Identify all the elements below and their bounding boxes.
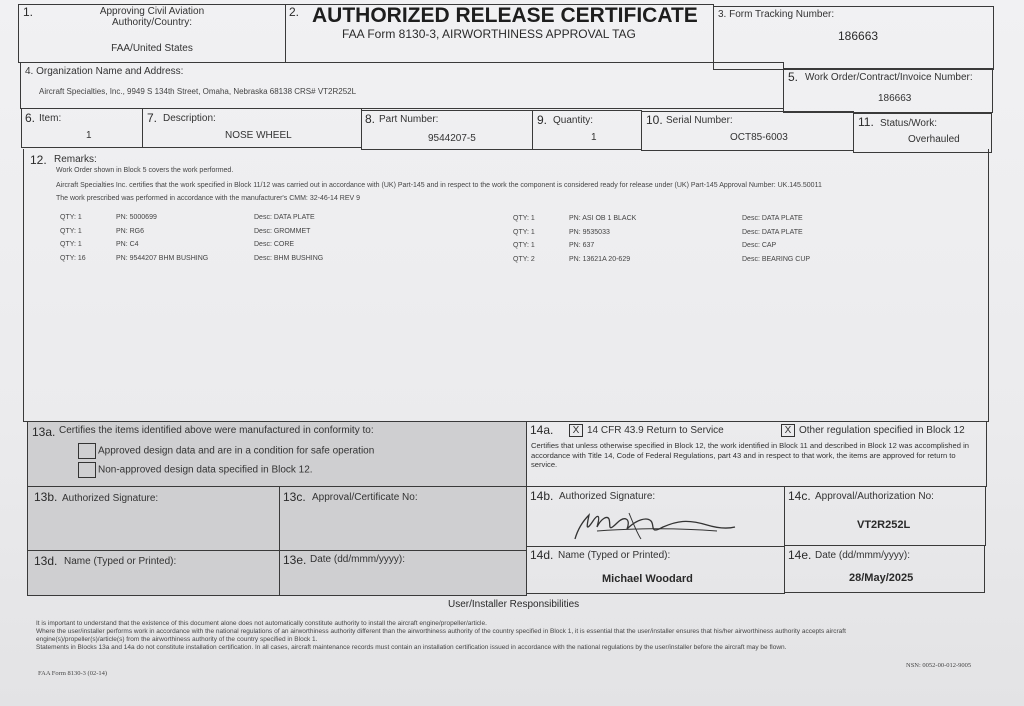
part-desc: Desc: CORE (254, 241, 295, 248)
block-13c-num: 13c. (283, 490, 306, 504)
block-13e-label: Date (dd/mmm/yyyy): (310, 554, 406, 565)
part-pn: PN: 5000699 (116, 214, 157, 221)
block-8 (361, 110, 533, 150)
block-12-label: Remarks: (54, 154, 97, 165)
part-pn: PN: 9535033 (569, 229, 610, 236)
block-13a-num: 13a. (32, 425, 56, 439)
block-14b-num: 14b. (530, 489, 554, 503)
block-1 (18, 4, 286, 63)
remarks-line-3: The work prescribed was performed in accordance with the manufacturer's CMM: 32-46-14 REV 9 (56, 195, 361, 202)
block-13c (279, 486, 527, 551)
part-qty: QTY: 1 (60, 241, 82, 248)
item-value: 1 (86, 130, 92, 141)
block-14e (784, 545, 985, 593)
part-desc: Desc: GROMMET (254, 228, 311, 235)
block-1-line2: Authority/Country: (111, 17, 193, 28)
block-9 (532, 110, 642, 150)
block-11 (853, 113, 992, 153)
non-approved-design-label: Non-approved design data specified in Block 12. (98, 464, 313, 476)
block-14d (526, 546, 785, 594)
block-12-remarks (23, 149, 989, 422)
remarks-line-2: Aircraft Specialties Inc. certifies that the work specified in Block 11/12 was carried out in accordance with (UK) Part-145 and in respect to the work the component is considered ready for release under (UK) Part-145 Approval Number: UK.145.50011 (56, 182, 822, 189)
part-qty: QTY: 1 (60, 214, 82, 221)
block-13d-num: 13d. (34, 554, 58, 568)
block-13b-num: 13b. (34, 490, 58, 504)
block-14c-label: Approval/Authorization No: (815, 491, 934, 502)
block-5 (783, 68, 993, 113)
block-3-label: 3. Form Tracking Number: (718, 9, 835, 20)
signer-name: Michael Woodard (602, 573, 693, 585)
block-5-num: 5. (788, 70, 799, 84)
approved-design-label: Approved design data and are in a condition for safe operation (98, 445, 375, 457)
block-1-line1: Approving Civil Aviation (99, 6, 205, 17)
block-3 (713, 6, 994, 70)
part-qty: QTY: 1 (513, 229, 535, 236)
work-order-number: 186663 (878, 93, 912, 104)
non-approved-design-checkbox[interactable] (78, 462, 96, 478)
quantity-value: 1 (591, 132, 597, 143)
signature-image (567, 505, 747, 545)
part-desc: Desc: DATA PLATE (254, 214, 315, 221)
approval-authorization-number: VT2R252L (857, 519, 911, 531)
block-8-label: Part Number: (379, 114, 439, 125)
part-desc: Desc: DATA PLATE (742, 229, 803, 236)
nsn-number: NSN: 0052-00-012-9005 (906, 662, 972, 669)
part-pn: PN: 9544207 BHM BUSHING (116, 255, 209, 262)
block-14a-statement: Certifies that unless otherwise specified in Block 12, the work identified in Block 11 and described in Block 12 was accomplished in accordance with Title 14, Code of Federal Regulations, part 43 and in respect to that work, the items are approved for return to service. (531, 441, 969, 469)
block-14a (526, 421, 987, 487)
block-1-num: 1. (23, 5, 34, 19)
status-work-value: Overhauled (908, 134, 960, 145)
block-6 (21, 108, 143, 148)
part-qty: QTY: 1 (513, 215, 535, 222)
block-6-num: 6. (25, 111, 36, 125)
part-qty: QTY: 2 (513, 256, 535, 263)
other-regulation-checkbox[interactable]: X (781, 424, 795, 437)
other-regulation-label: Other regulation specified in Block 12 (799, 425, 965, 437)
block-14a-num: 14a. (530, 423, 554, 437)
block-14d-num: 14d. (530, 548, 554, 562)
footer-paragraph-2: Where the user/installer performs work in accordance with the national regulations of an airworthiness authority different than the airworthiness authority of the country specified in Block 1, it is essential that the user/installer ensures that his/her airworthiness authority accepts aircraft (36, 628, 846, 635)
block-14c-num: 14c. (788, 489, 811, 503)
block-7 (142, 108, 362, 148)
block-13d-label: Name (Typed or Printed): (64, 556, 177, 567)
part-desc: Desc: BEARING CUP (742, 256, 811, 263)
part-pn: PN: 13621A 20-629 (569, 256, 631, 263)
block-9-label: Quantity: (553, 115, 594, 126)
part-pn: PN: 637 (569, 242, 595, 249)
part-desc: Desc: CAP (742, 242, 777, 249)
part-number-value: 9544207-5 (428, 133, 476, 144)
block-5-label: Work Order/Contract/Invoice Number: (805, 72, 973, 83)
description-value: NOSE WHEEL (225, 130, 292, 141)
block-11-num: 11. (858, 115, 874, 129)
part-pn: PN: C4 (116, 241, 139, 248)
block-13a-label: Certifies the items identified above were manufactured in conformity to: (59, 425, 374, 436)
block-13c-label: Approval/Certificate No: (312, 492, 418, 503)
part-desc: Desc: DATA PLATE (742, 215, 803, 222)
release-date: 28/May/2025 (849, 572, 914, 584)
block-4 (20, 62, 784, 109)
tracking-number: 186663 (838, 29, 879, 43)
block-2 (285, 4, 714, 63)
other-regulation-option[interactable] (781, 424, 965, 437)
block-4-label: 4. Organization Name and Address: (25, 66, 184, 77)
return-to-service-label: 14 CFR 43.9 Return to Service (587, 425, 724, 437)
block-10 (641, 111, 854, 151)
block-14e-num: 14e. (788, 548, 812, 562)
part-pn: PN: ASI OB 1 BLACK (569, 215, 637, 222)
return-to-service-option[interactable] (569, 424, 724, 437)
block-14c (784, 486, 986, 546)
block-6-label: Item: (39, 113, 62, 124)
footer-paragraph-3: engine(s)/propeller(s)/article(s) from the airworthiness authority of the country specified in Block 1. (36, 636, 318, 643)
block-9-num: 9. (537, 113, 548, 127)
block-10-num: 10. (646, 113, 663, 127)
remarks-line-1: Work Order shown in Block 5 covers the work performed. (56, 167, 234, 174)
block-14e-label: Date (dd/mmm/yyyy): (815, 550, 911, 561)
part-qty: QTY: 1 (60, 228, 82, 235)
organization-address: Aircraft Specialties, Inc., 9949 S 134th Street, Omaha, Nebraska 68138 CRS# VT2R252L (39, 87, 357, 96)
serial-number-value: OCT85-6003 (730, 132, 788, 143)
block-13a (27, 421, 527, 487)
footer-paragraph-1: It is important to understand that the existence of this document alone does not automatically constitute authority to install the aircraft engine/propeller/article. (36, 620, 487, 627)
user-installer-heading: User/Installer Responsibilities (448, 599, 580, 610)
block-13b-label: Authorized Signature: (62, 493, 159, 504)
non-approved-design-option[interactable] (78, 462, 313, 478)
part-pn: PN: RG6 (116, 228, 145, 235)
part-desc: Desc: BHM BUSHING (254, 255, 324, 262)
part-qty: QTY: 16 (60, 255, 86, 262)
block-13d (27, 550, 280, 596)
block-14b-label: Authorized Signature: (559, 491, 656, 502)
block-12-num: 12. (30, 153, 47, 167)
form-id: FAA Form 8130-3 (02-14) (38, 670, 108, 677)
block-10-label: Serial Number: (666, 115, 733, 126)
block-11-label: Status/Work: (880, 118, 938, 129)
return-to-service-checkbox[interactable]: X (569, 424, 583, 437)
block-8-num: 8. (365, 112, 376, 126)
approved-design-option[interactable] (78, 443, 374, 459)
form-title: AUTHORIZED RELEASE CERTIFICATE (312, 4, 698, 27)
block-7-num: 7. (147, 111, 158, 125)
form-subtitle: FAA Form 8130-3, AIRWORTHINESS APPROVAL TAG (342, 27, 636, 41)
block-2-num: 2. (289, 5, 300, 19)
block-13b (27, 486, 280, 551)
part-qty: QTY: 1 (513, 242, 535, 249)
block-7-label: Description: (163, 113, 216, 124)
block-14d-label: Name (Typed or Printed): (558, 550, 671, 561)
approved-design-checkbox[interactable] (78, 443, 96, 459)
block-1-value: FAA/United States (111, 43, 193, 54)
footer-paragraph-4: Statements in Blocks 13a and 14a do not constitute installation certification. In all cases, aircraft maintenance records must contain an installation certification issued in accordance with the national regulations by the user/installer before the aircraft may be flown. (36, 644, 787, 651)
block-13e (279, 550, 527, 596)
block-13e-num: 13e. (283, 553, 307, 567)
block-14b (526, 486, 785, 547)
